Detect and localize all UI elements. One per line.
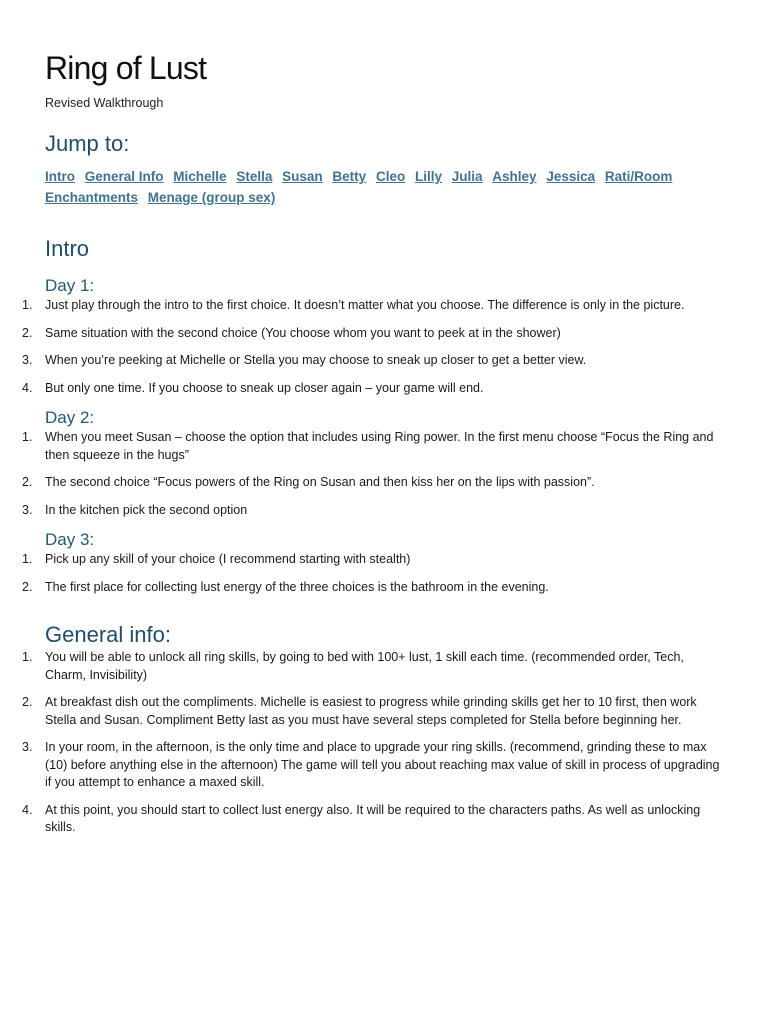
jump-link-susan[interactable]: Susan [282,169,323,184]
jump-to-heading: Jump to: [45,131,130,156]
jump-link-julia[interactable]: Julia [451,169,483,184]
day2-heading: Day 2: [45,408,95,427]
day3-heading: Day 3: [45,530,95,549]
jump-link-lilly[interactable]: Lilly [414,169,442,184]
list-item: 2. The first place for collecting lust energy of the three choices is the bathroom in the evening. [22,579,549,594]
list-item: 3. In the kitchen pick the second option [22,502,248,517]
document-title: Ring of Lust [45,50,207,86]
list-item: 1. Pick up any skill of your choice (I recommend starting with stealth) [22,552,411,566]
day2-list [22,429,725,519]
list-item: 2. Same situation with the second choice (You choose whom you want to peek at in the shower) [22,325,561,340]
jump-link-ashley[interactable]: Ashley [492,169,537,184]
general-info-list [22,649,725,837]
document-subtitle: Revised Walkthrough [45,96,164,110]
jump-link-cleo[interactable]: Cleo [375,169,406,184]
list-item: 2. At breakfast dish out the compliments. Michelle is easiest to progress while grinding skills get her to 10 first, then work Stella and Susan. Compliment Betty last as you must have several steps completed for Stella before beginning her. [22,695,697,727]
list-item: 1. You will be able to unlock all ring skills, by going to bed with 100+ lust, 1 skill each time. (recommended order, Tech, Charm, Invisibility) [22,650,684,682]
document-page [22,48,725,847]
jump-links [45,166,705,208]
jump-link-menage[interactable]: Menage (group sex) [147,190,276,205]
intro-heading: Intro [45,236,90,261]
jump-link-michelle[interactable]: Michelle [173,169,227,184]
day3-list [22,551,725,596]
jump-link-jessica[interactable]: Jessica [546,169,596,184]
list-item: 4. But only one time. If you choose to sneak up closer again – your game will end. [22,380,484,395]
day1-heading: Day 1: [45,276,95,295]
jump-link-betty[interactable]: Betty [332,169,367,184]
jump-link-stella[interactable]: Stella [236,169,273,184]
list-item: 3. When you’re peeking at Michelle or Stella you may choose to sneak up closer to get a better view. [22,353,587,367]
list-item: 1. Just play through the intro to the first choice. It doesn’t matter what you choose. The difference is only in the picture. [22,298,685,312]
list-item: 3. In your room, in the afternoon, is the only time and place to upgrade your ring skills. (recommend, grinding these to max (10) before anything else in the afternoon) The game will tell you about reaching max value of skill in process of upgrading if you attempt to enhance a maxed skill. [22,740,720,789]
jump-link-intro[interactable]: Intro [45,169,75,184]
list-item: 4. At this point, you should start to collect lust energy also. It will be required to the characters paths. As well as unlocking skills. [22,802,701,834]
list-item: 1. When you meet Susan – choose the option that includes using Ring power. In the first menu choose “Focus the Ring and then squeeze in the hugs” [22,430,714,462]
jump-link-rati-room-enchantments[interactable]: Rati/Room Enchantments [45,169,673,205]
jump-link-general-info[interactable]: General Info [84,169,164,184]
list-item: 2. The second choice “Focus powers of the Ring on Susan and then kiss her on the lips with passion”. [22,475,595,489]
general-info-heading: General info: [45,622,171,647]
day1-list [22,297,725,397]
